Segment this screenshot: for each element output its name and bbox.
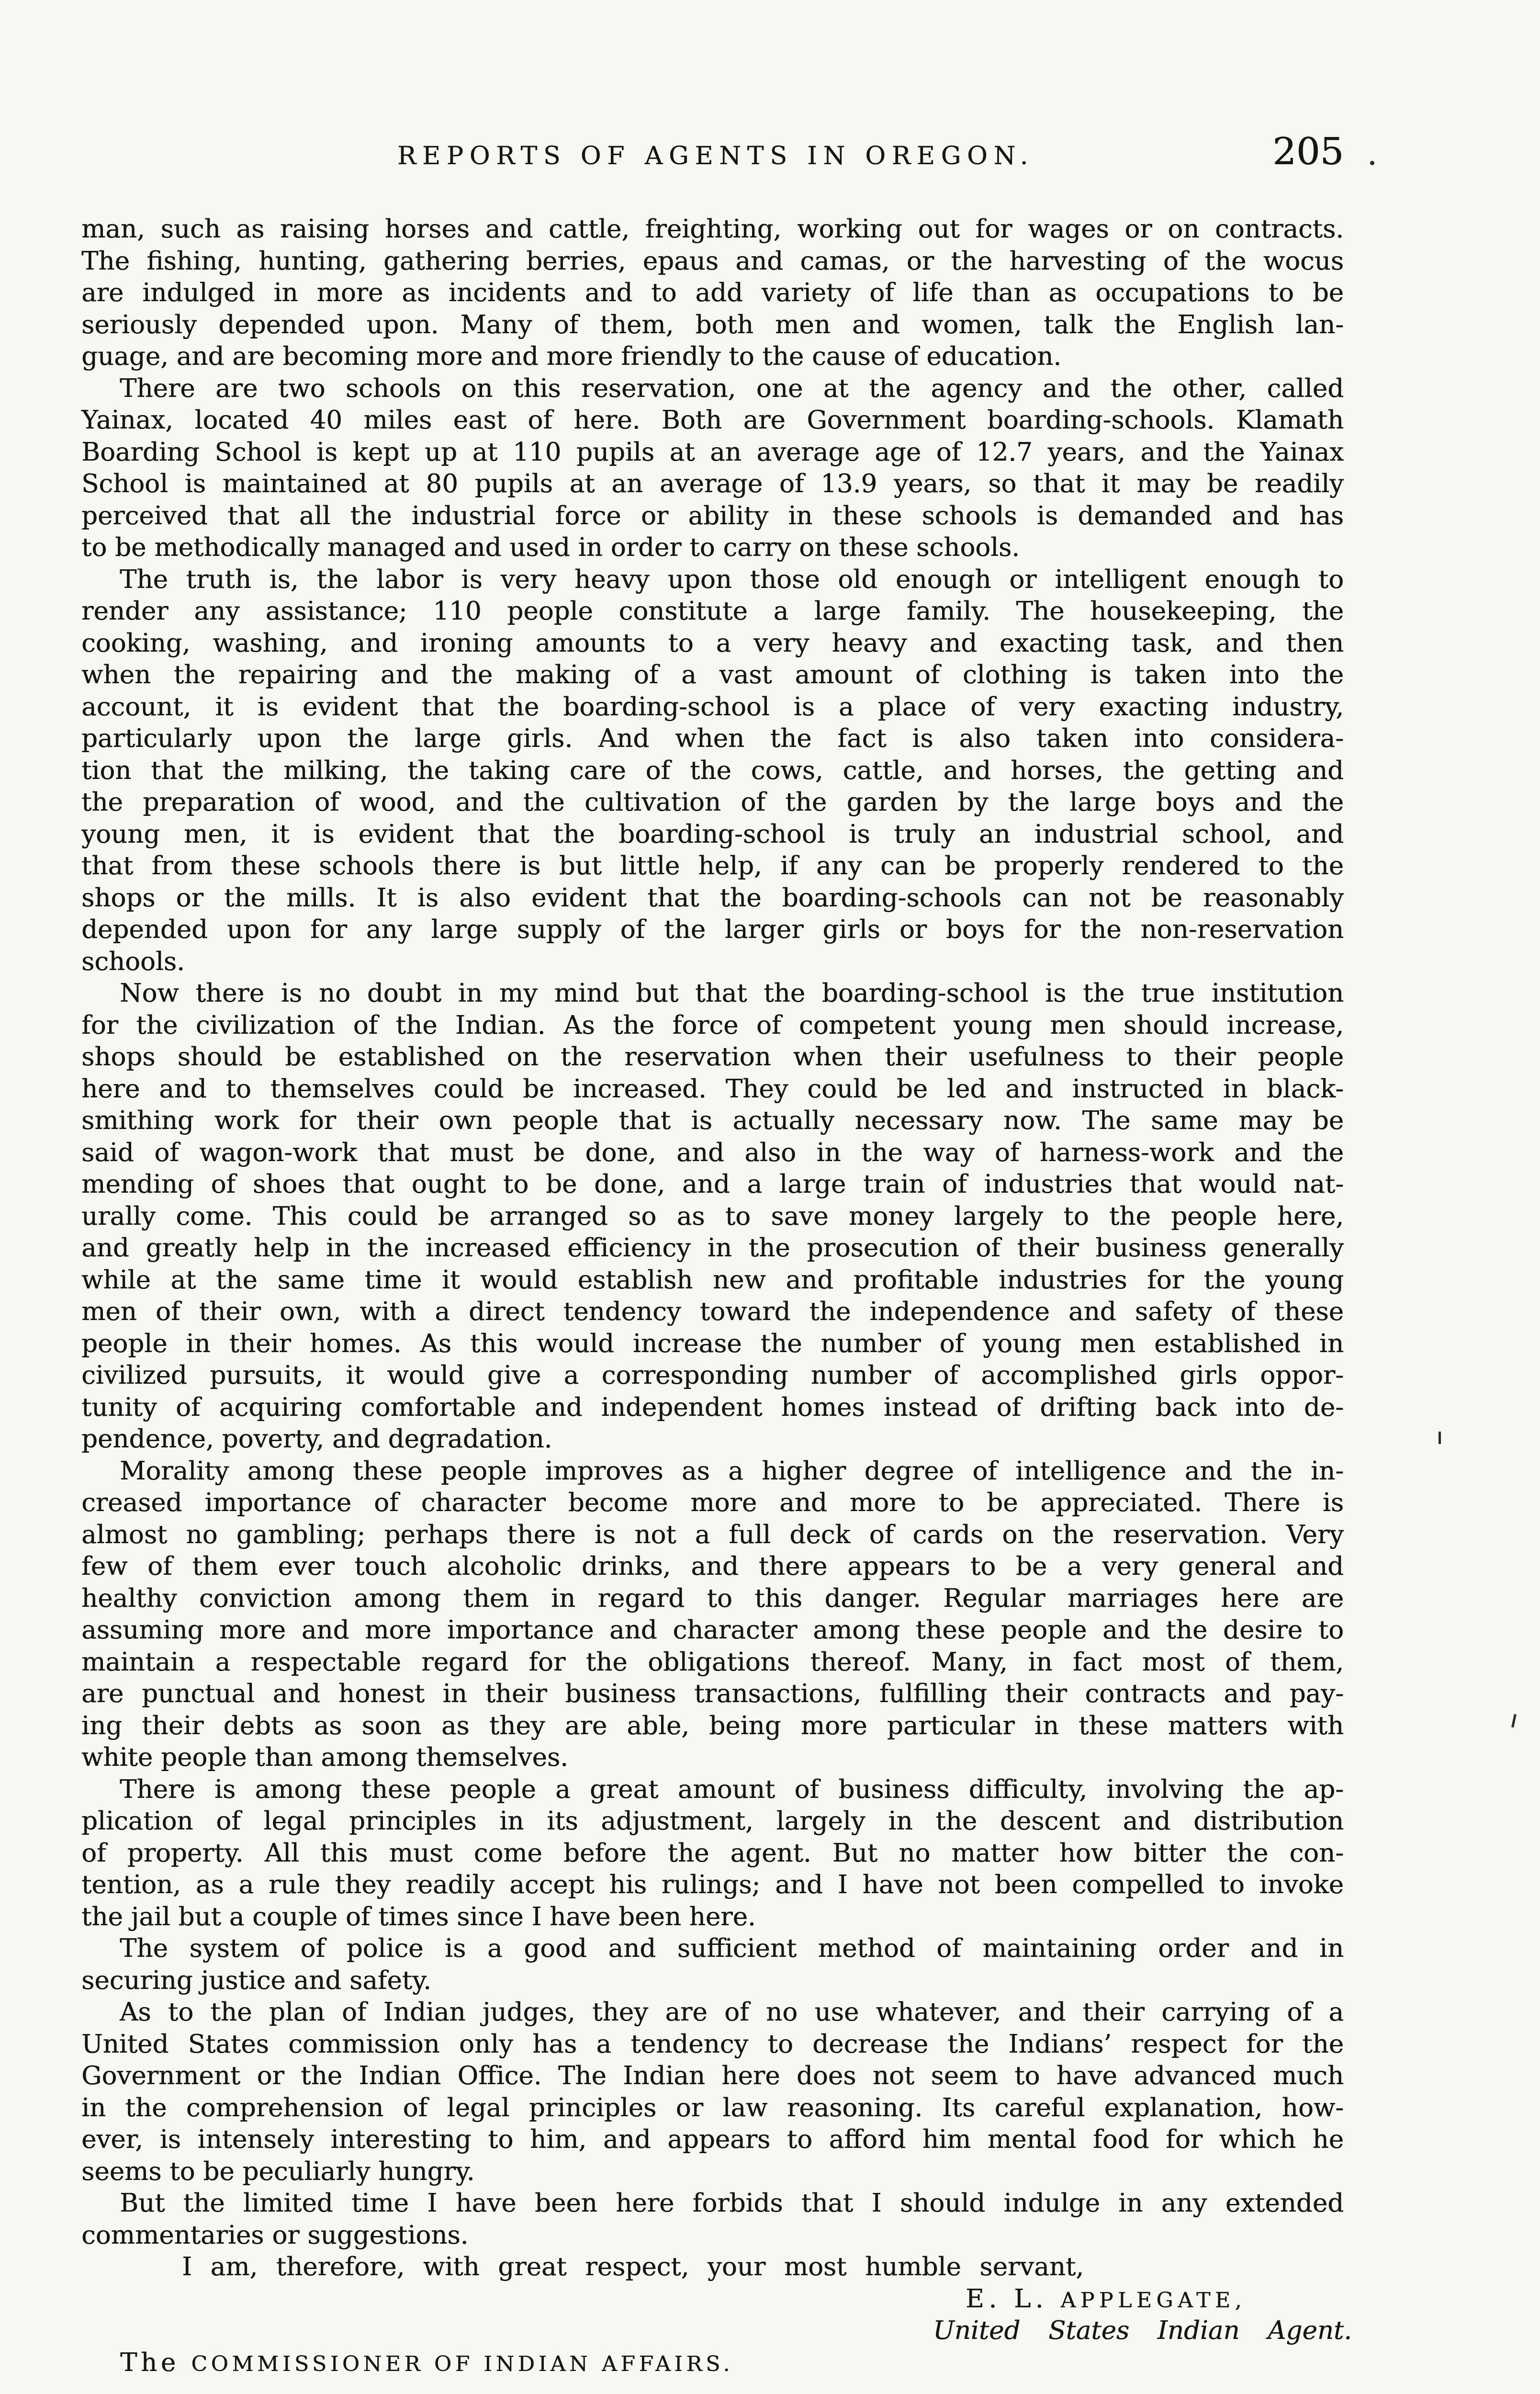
- text-line: young men, it is evident that the boarding-school is truly an industrial school, and: [81, 819, 1344, 849]
- text-line: But the limited time I have been here forbids that I should indulge in any extended: [120, 2189, 1344, 2218]
- text-line: are punctual and honest in their business transactions, fulfilling their contracts and pay-: [81, 1679, 1344, 1708]
- text-line: There is among these people a great amount of business difficulty, involving the ap-: [120, 1774, 1344, 1804]
- text-line: here and to themselves could be increased. They could be led and instructed in black-: [81, 1074, 1344, 1104]
- text-line: healthy conviction among them in regard to this danger. Regular marriages here are: [81, 1583, 1344, 1613]
- text-line: tention, as a rule they readily accept his rulings; and I have not been compelled to invoke: [81, 1870, 1344, 1899]
- text-line: securing justice and safety.: [81, 1965, 431, 1995]
- text-line: of property. All this must come before the agent. But no matter how bitter the con-: [81, 1838, 1344, 1868]
- text-line: plication of legal principles in its adjustment, largely in the descent and distribution: [81, 1807, 1344, 1836]
- scan-speck: [1370, 161, 1374, 165]
- text-line: shops should be established on the reservation when their usefulness to their people: [81, 1042, 1344, 1072]
- text-line: people in their homes. As this would increase the number of young men established in: [81, 1329, 1344, 1358]
- text-line: schools.: [81, 947, 185, 976]
- page-number: 205: [1272, 130, 1344, 173]
- text-line: The truth is, the labor is very heavy upon those old enough or intelligent enough to: [120, 565, 1344, 594]
- text-line: cooking, washing, and ironing amounts to a very heavy and exacting task, and then: [81, 628, 1344, 658]
- addressee-name: COMMISSIONER OF INDIAN AFFAIRS.: [191, 2351, 733, 2376]
- addressee: [120, 2347, 733, 2379]
- text-line: maintain a respectable regard for the obligations thereof. Many, in fact most of them,: [81, 1647, 1344, 1677]
- text-line: The system of police is a good and sufficient method of maintaining order and in: [120, 1934, 1344, 1963]
- text-line: Now there is no doubt in my mind but that the boarding-school is the true institution: [120, 979, 1344, 1008]
- text-line: There are two schools on this reservation, one at the agency and the other, called: [120, 373, 1344, 403]
- running-head: REPORTS OF AGENTS IN OREGON.: [397, 142, 1034, 170]
- text-line: As to the plan of Indian judges, they are of no use whatever, and their carrying of a: [120, 1998, 1344, 2027]
- text-line: Morality among these people improves as a higher degree of intelligence and the in-: [120, 1456, 1344, 1486]
- addressee-prefix: The: [120, 2348, 180, 2377]
- text-line: the preparation of wood, and the cultivation of the garden by the large boys and the: [81, 788, 1344, 817]
- text-line: particularly upon the large girls. And when the fact is also taken into considera-: [81, 724, 1344, 753]
- text-line: United States commission only has a tendency to decrease the Indians’ respect for the: [81, 2029, 1344, 2059]
- text-line: and greatly help in the increased efficiency in the prosecution of their business generally: [81, 1233, 1344, 1263]
- text-line: guage, and are becoming more and more friendly to the cause of education.: [81, 342, 1062, 371]
- text-line: pendence, poverty, and degradation.: [81, 1424, 552, 1454]
- scan-speck: [1439, 1432, 1441, 1444]
- scan-speck: [1511, 1714, 1517, 1728]
- paragraph: [81, 564, 1344, 978]
- text-line: account, it is evident that the boarding-school is a place of very exacting industry,: [81, 692, 1344, 722]
- text-line: are indulged in more as incidents and to add variety of life than as occupations to be: [81, 278, 1344, 307]
- text-line: tunity of acquiring comfortable and independent homes instead of drifting back into de-: [81, 1392, 1344, 1422]
- text-line: seems to be peculiarly hungry.: [81, 2157, 475, 2186]
- text-line: urally come. This could be arranged so as to save money largely to the people here,: [81, 1201, 1344, 1231]
- paragraph: [81, 214, 1344, 373]
- text-line: for the civilization of the Indian. As the force of competent young men should increase,: [81, 1010, 1344, 1040]
- paragraph: [81, 1774, 1344, 1933]
- paragraph: [81, 1456, 1344, 1774]
- text-line: the jail but a couple of times since I have been here.: [81, 1902, 756, 1931]
- text-line: depended upon for any large supply of the larger girls or boys for the non-reservation: [81, 915, 1344, 944]
- paragraph: [81, 373, 1344, 564]
- signature-title: United States Indian Agent.: [933, 2316, 1352, 2345]
- text-line: when the repairing and the making of a vast amount of clothing is taken into the: [81, 660, 1344, 689]
- text-line: seriously depended upon. Many of them, both men and women, talk the English lan-: [81, 310, 1344, 339]
- page-body: [81, 214, 1352, 2379]
- text-line: School is maintained at 80 pupils at an average of 13.9 years, so that it may be readily: [81, 469, 1344, 498]
- paragraph: [81, 1997, 1344, 2188]
- text-line: civilized pursuits, it would give a corresponding number of accomplished girls oppor-: [81, 1361, 1344, 1390]
- signature-initials: E. L.: [966, 2284, 1048, 2314]
- text-line: mending of shoes that ought to be done, and a large train of industries that would nat-: [81, 1170, 1344, 1199]
- text-line: shops or the mills. It is also evident that the boarding-schools can not be reasonably: [81, 883, 1344, 913]
- text-line: ever, is intensely interesting to him, and appears to afford him mental food for which he: [81, 2125, 1344, 2154]
- text-line: Boarding School is kept up at 110 pupils at an average age of 12.7 years, and the Yainax: [81, 437, 1344, 467]
- text-line: render any assistance; 110 people constitute a large family. The housekeeping, the: [81, 597, 1344, 626]
- text-line: few of them ever touch alcoholic drinks, and there appears to be a very general and: [81, 1552, 1344, 1581]
- text-line: Yainax, located 40 miles east of here. Both are Government boarding-schools. Klamath: [81, 406, 1344, 435]
- paragraph: [81, 1933, 1344, 1997]
- text-line: smithing work for their own people that is actually necessary now. The same may be: [81, 1106, 1344, 1135]
- text-line: perceived that all the industrial force or ability in these schools is demanded and has: [81, 501, 1344, 531]
- text-line: assuming more and more importance and character among these people and the desire to: [81, 1615, 1344, 1645]
- signature-name: [966, 2283, 1246, 2315]
- text-line: The fishing, hunting, gathering berries, epaus and camas, or the harvesting of the wocus: [81, 246, 1344, 276]
- text-line: creased importance of character become more and more to be appreciated. There is: [81, 1488, 1344, 1517]
- text-line: in the comprehension of legal principles or law reasoning. Its careful explanation, how-: [81, 2093, 1344, 2123]
- text-line: that from these schools there is but little help, if any can be properly rendered to the: [81, 851, 1344, 881]
- text-line: while at the same time it would establish new and profitable industries for the young: [81, 1265, 1344, 1295]
- closing-salutation: I am, therefore, with great respect, your most humble servant,: [182, 2252, 1084, 2281]
- text-line: tion that the milking, the taking care of the cows, cattle, and horses, the getting and: [81, 756, 1344, 785]
- text-line: white people than among themselves.: [81, 1743, 568, 1772]
- text-line: almost no gambling; perhaps there is not a full deck of cards on the reservation. Very: [81, 1520, 1344, 1549]
- text-line: ing their debts as soon as they are able, being more particular in these matters with: [81, 1711, 1344, 1740]
- text-line: men of their own, with a direct tendency toward the independence and safety of these: [81, 1297, 1344, 1326]
- signature-surname: APPLEGATE,: [1060, 2288, 1246, 2313]
- text-line: to be methodically managed and used in order to carry on these schools.: [81, 533, 1020, 562]
- text-line: said of wagon-work that must be done, and also in the way of harness-work and the: [81, 1138, 1344, 1167]
- paragraph: [81, 2188, 1344, 2251]
- text-line: man, such as raising horses and cattle, freighting, working out for wages or on contracts.: [81, 215, 1344, 244]
- text-line: commentaries or suggestions.: [81, 2220, 469, 2250]
- paragraph: [81, 978, 1344, 1456]
- text-line: Government or the Indian Office. The Indian here does not seem to have advanced much: [81, 2061, 1344, 2090]
